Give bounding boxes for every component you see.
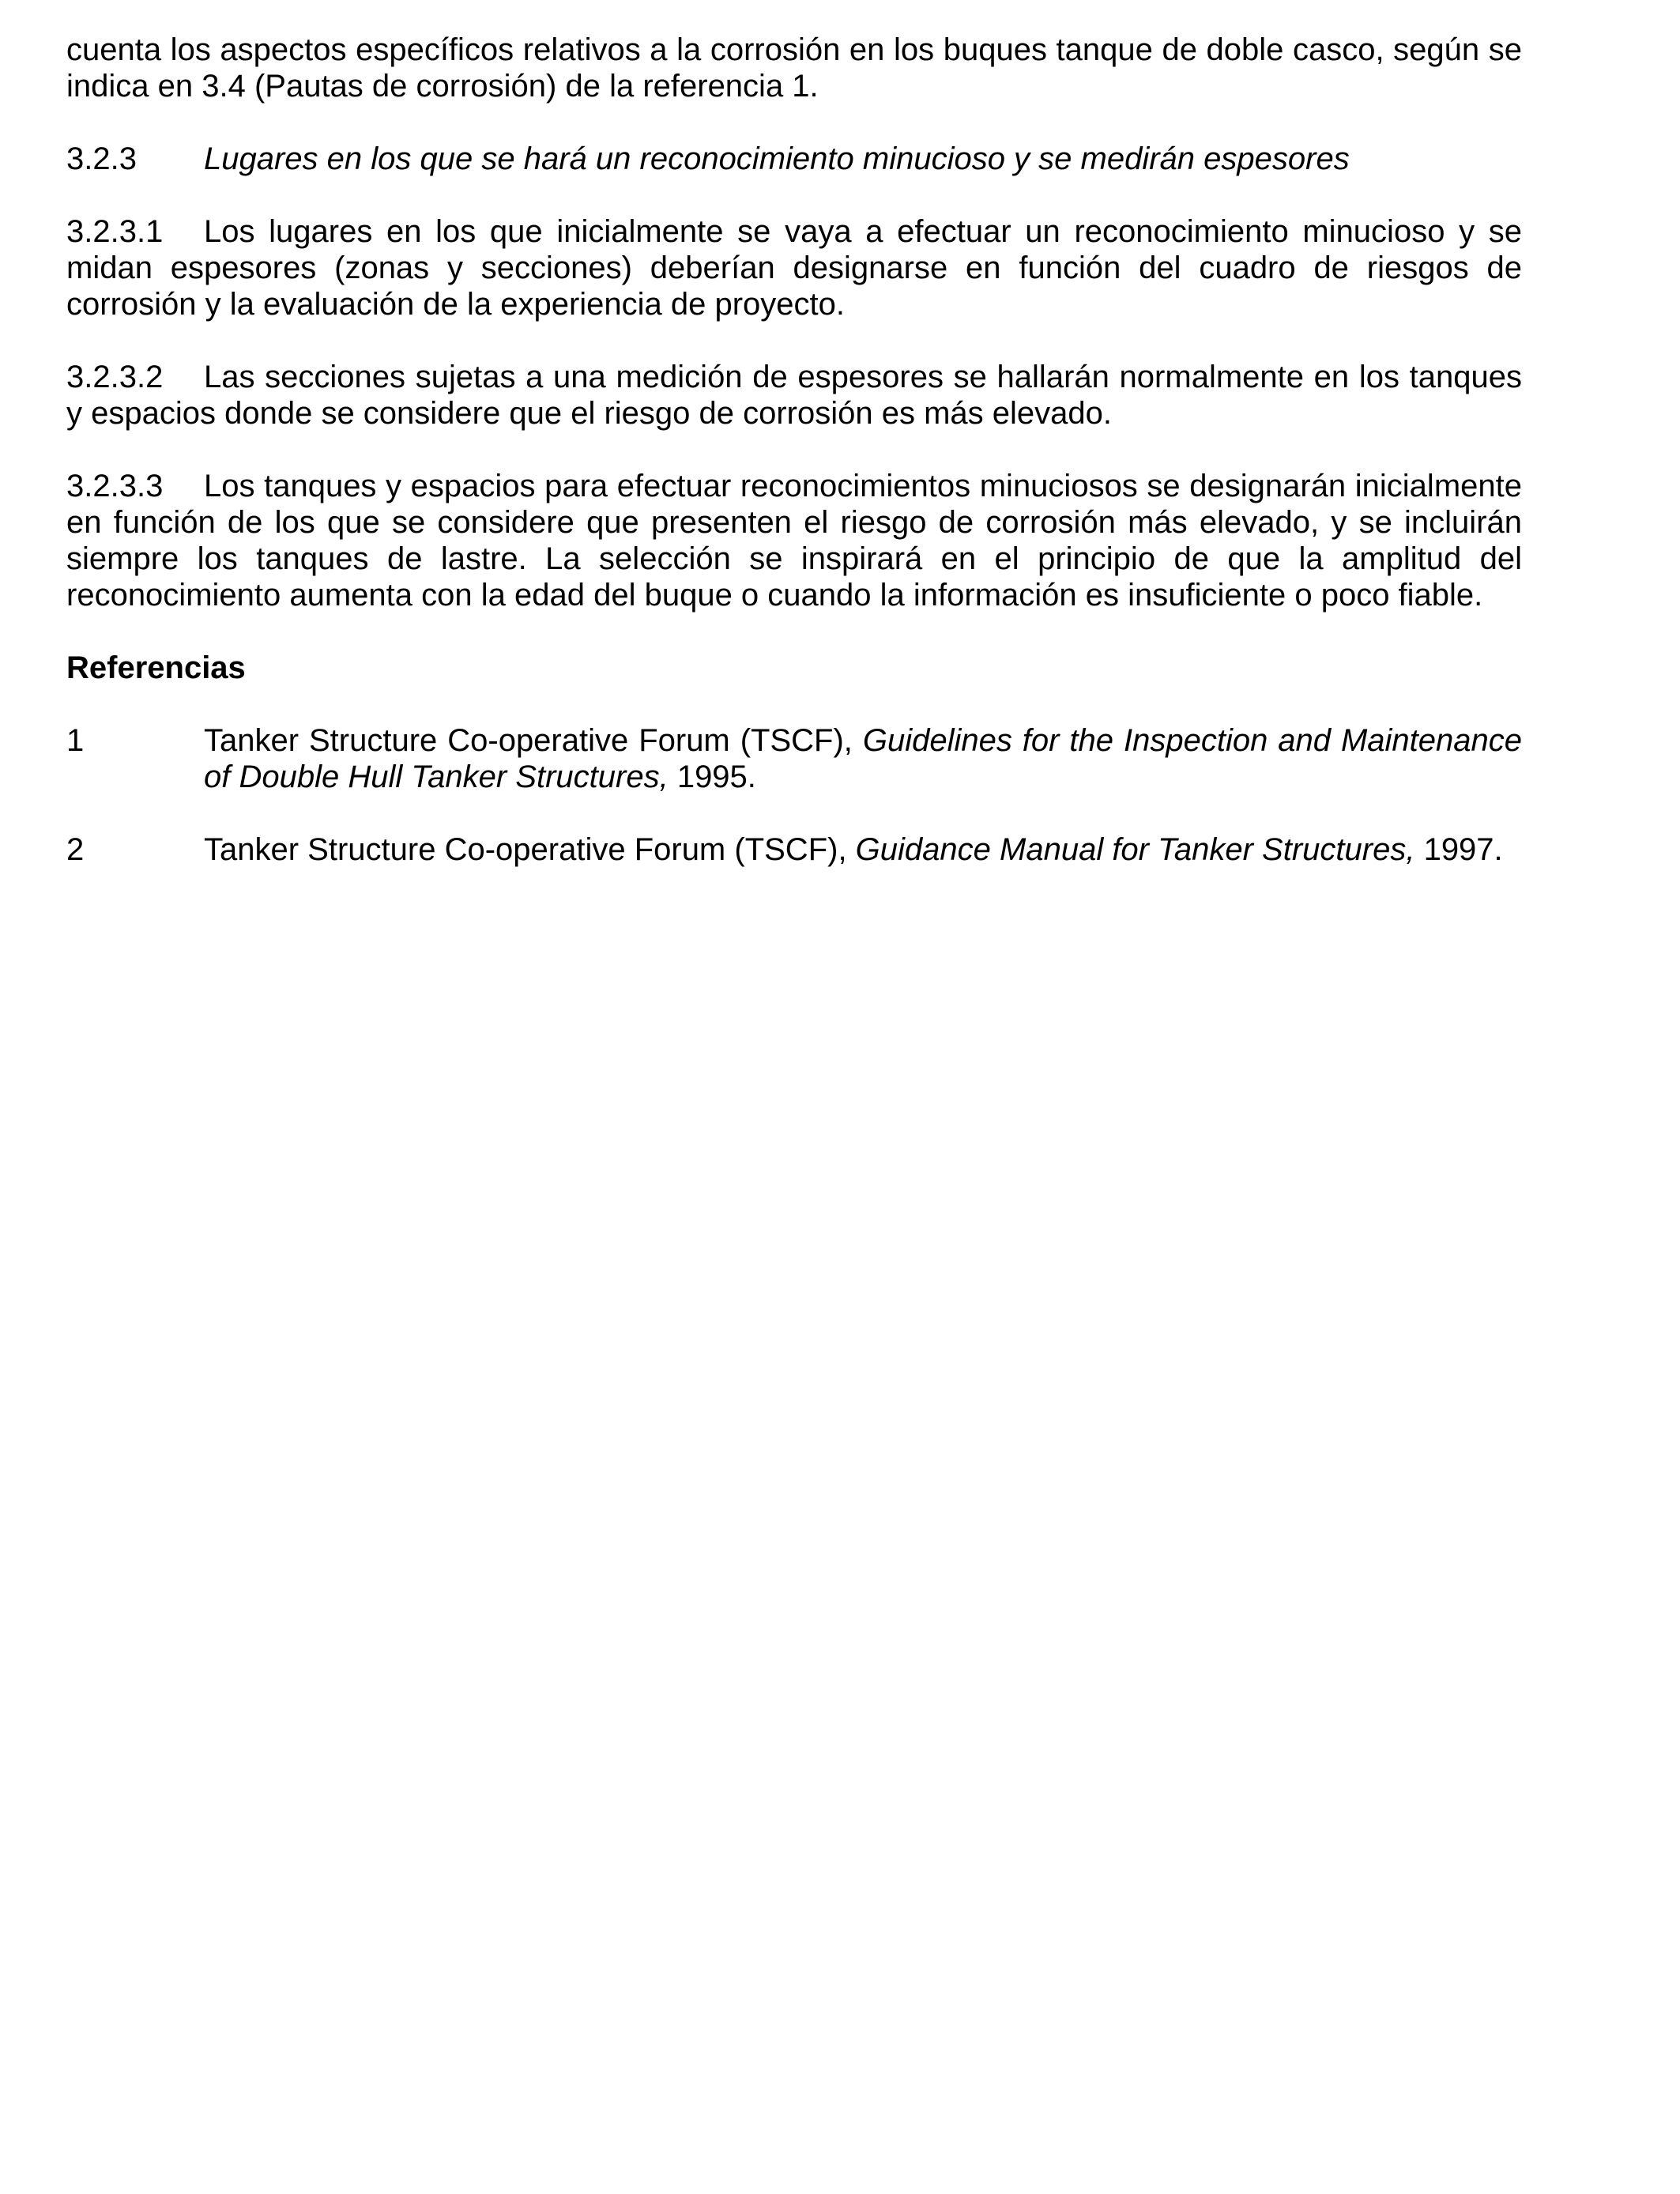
section-heading (66, 141, 1522, 177)
reference-author: Tanker Structure Co-operative Forum (TSCF), (204, 832, 856, 867)
reference-author: Tanker Structure Co-operative Forum (TSCF), (204, 723, 863, 758)
paragraph-3-2-3-3 (66, 468, 1522, 613)
section-number: 3.2.3 (66, 141, 137, 176)
paragraph-number: 3.2.3.3 (66, 469, 164, 503)
reference-text (204, 831, 1522, 868)
paragraph-number: 3.2.3.2 (66, 360, 164, 394)
references-heading: Referencias (66, 650, 246, 685)
reference-year: 1995. (668, 760, 756, 794)
reference-text (204, 722, 1522, 795)
paragraph-text: Los tanques y espacios para efectuar reconocimientos minuciosos se designarán inicialmente en función de los que se considere que presenten el riesgo de corrosión más elevado, y se incluirán siempre los tanques de lastre. La selección se inspirará en el principio de que la amplitud del reconocimiento aumenta con la edad del buque o cuando la información es insuficiente o poco fiable. (66, 469, 1522, 613)
reference-number: 2 (66, 832, 85, 867)
paragraph-number: 3.2.3.1 (66, 214, 164, 249)
paragraph-text: Los lugares en los que inicialmente se vaya a efectuar un reconocimiento minucioso y se midan espesores (zonas y secciones) deberían designarse en función del cuadro de riesgos de corrosión y la evaluación de la experiencia de proyecto. (66, 214, 1522, 322)
intro-paragraph: cuenta los aspectos específicos relativos a la corrosión en los buques tanque de doble casco, según se indica en 3.4 (Pautas de corrosión) de la referencia 1. (66, 32, 1522, 104)
paragraph-3-2-3-2 (66, 359, 1522, 432)
paragraph-text: Las secciones sujetas a una medición de espesores se hallarán normalmente en los tanques y espacios donde se considere que el riesgo de corrosión es más elevado. (66, 360, 1522, 431)
reference-item (66, 831, 1522, 868)
reference-title: Guidance Manual for Tanker Structures, (855, 832, 1415, 867)
reference-item (66, 722, 1522, 795)
reference-title: Guidelines for the Inspection and Maintenance of Double Hull Tanker Structures, (204, 723, 1522, 794)
document-page (66, 32, 1522, 904)
section-title: Lugares en los que se hará un reconocimiento minucioso y se medirán espesores (204, 141, 1350, 176)
paragraph-3-2-3-1 (66, 213, 1522, 322)
reference-number: 1 (66, 723, 85, 758)
reference-year: 1997. (1414, 832, 1503, 867)
